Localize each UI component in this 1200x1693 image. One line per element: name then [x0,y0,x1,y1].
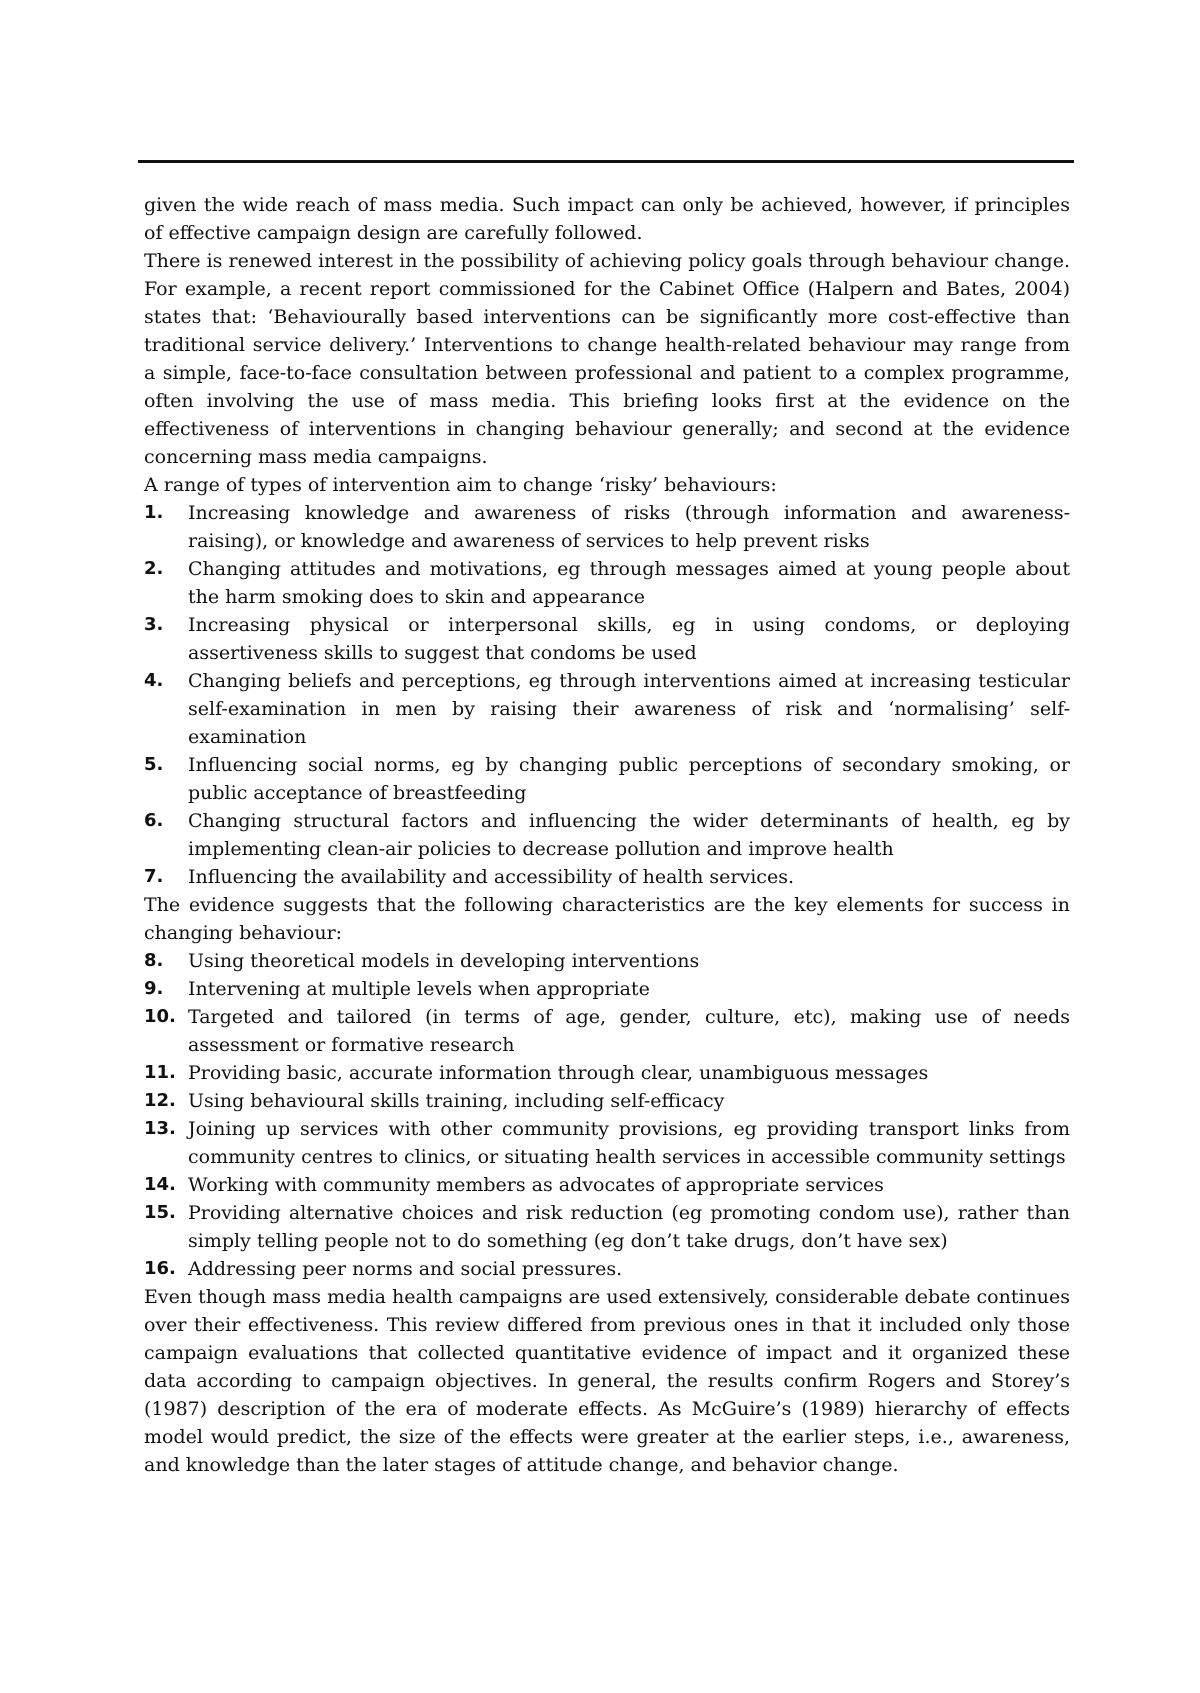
list-item [144,1115,1070,1171]
list-item-number: 15. [144,1202,176,1223]
list-item-number: 1. [144,502,164,523]
list-item [144,1059,1070,1087]
list-item-text: Addressing peer norms and social pressures. [188,1258,623,1280]
list-item-text: Changing structural factors and influencing the wider determinants of health, eg by implementing clean-air policies to decrease pollution and improve health [188,810,1070,860]
intro-paragraph-2: There is renewed interest in the possibility of achieving policy goals through behaviour change. For example, a recent report commissioned for the Cabinet Office (Halpern and Bates, 2004) states that: ‘Behaviourally based interventions can be significantly more cost-effective than traditional service delivery.’ Interventions to change health-related behaviour may range from a simple, face-to-face consultation between professional and patient to a complex programme, often involving the use of mass media. This briefing looks first at the evidence on the effectiveness of interventions in changing behaviour generally; and second at the evidence concerning mass media campaigns. [144,250,1070,468]
list-item-number: 16. [144,1258,176,1279]
list-item-text: Providing alternative choices and risk reduction (eg promoting condom use), rather than simply telling people not to do something (eg don’t take drugs, don’t have sex) [188,1202,1070,1252]
list-item [144,1255,1070,1283]
list-item-number: 6. [144,810,164,831]
list-item-number: 14. [144,1174,176,1195]
success-elements-intro: The evidence suggests that the following characteristics are the key elements for success in changing behaviour: [144,894,1070,944]
document-body [144,191,1070,1479]
list-item [144,499,1070,555]
list-item-number: 3. [144,614,164,635]
list-item-number: 11. [144,1062,176,1083]
list-item-text: Changing attitudes and motivations, eg through messages aimed at young people about the harm smoking does to skin and appearance [188,558,1070,608]
list-item [144,863,1070,891]
list-item-text: Changing beliefs and perceptions, eg through interventions aimed at increasing testicular self-examination in men by raising their awareness of risk and ‘normalising’ self-examination [188,670,1070,748]
success-elements-list [144,947,1070,1283]
list-item-text: Influencing social norms, eg by changing public perceptions of secondary smoking, or public acceptance of breastfeeding [188,754,1070,804]
list-item-text: Providing basic, accurate information through clear, unambiguous messages [188,1062,929,1084]
list-item-number: 5. [144,754,164,775]
list-item-number: 9. [144,978,164,999]
list-item [144,1199,1070,1255]
list-item [144,1003,1070,1059]
list-item-number: 2. [144,558,164,579]
list-item [144,751,1070,807]
header-rule [138,160,1074,163]
intervention-types-list [144,499,1070,891]
list-item-text: Joining up services with other community provisions, eg providing transport links from community centres to clinics, or situating health services in accessible community settings [188,1118,1070,1168]
closing-paragraph: Even though mass media health campaigns are used extensively, considerable debate continues over their effectiveness. This review differed from previous ones in that it included only those campaign evaluations that collected quantitative evidence of impact and it organized these data according to campaign objectives. In general, the results confirm Rogers and Storey’s (1987) description of the era of moderate effects. As McGuire’s (1989) hierarchy of effects model would predict, the size of the effects were greater at the earlier steps, i.e., awareness, and knowledge than the later stages of attitude change, and behavior change. [144,1286,1070,1476]
intro-paragraph-3: A range of types of intervention aim to change ‘risky’ behaviours: [144,474,777,496]
list-item-number: 13. [144,1118,176,1139]
list-item [144,975,1070,1003]
list-item [144,807,1070,863]
list-item-number: 7. [144,866,164,887]
intro-paragraph-1: given the wide reach of mass media. Such impact can only be achieved, however, if principles of effective campaign design are carefully followed. [144,194,1070,244]
list-item-number: 10. [144,1006,176,1027]
list-item-number: 8. [144,950,164,971]
list-item-text: Increasing knowledge and awareness of risks (through information and awareness-raising), or knowledge and awareness of services to help prevent risks [188,502,1070,552]
list-item [144,1087,1070,1115]
list-item-text: Increasing physical or interpersonal skills, eg in using condoms, or deploying assertiveness skills to suggest that condoms be used [188,614,1070,664]
list-item [144,611,1070,667]
list-item-number: 12. [144,1090,176,1111]
list-item [144,667,1070,751]
list-item-text: Influencing the availability and accessibility of health services. [188,866,794,888]
list-item-text: Working with community members as advocates of appropriate services [188,1174,884,1196]
list-item-text: Intervening at multiple levels when appropriate [188,978,650,1000]
list-item [144,1171,1070,1199]
list-item-text: Using theoretical models in developing interventions [188,950,700,972]
list-item [144,555,1070,611]
list-item-number: 4. [144,670,164,691]
list-item-text: Using behavioural skills training, including self-efficacy [188,1090,725,1112]
list-item [144,947,1070,975]
list-item-text: Targeted and tailored (in terms of age, gender, culture, etc), making use of needs assessment or formative research [188,1006,1070,1056]
